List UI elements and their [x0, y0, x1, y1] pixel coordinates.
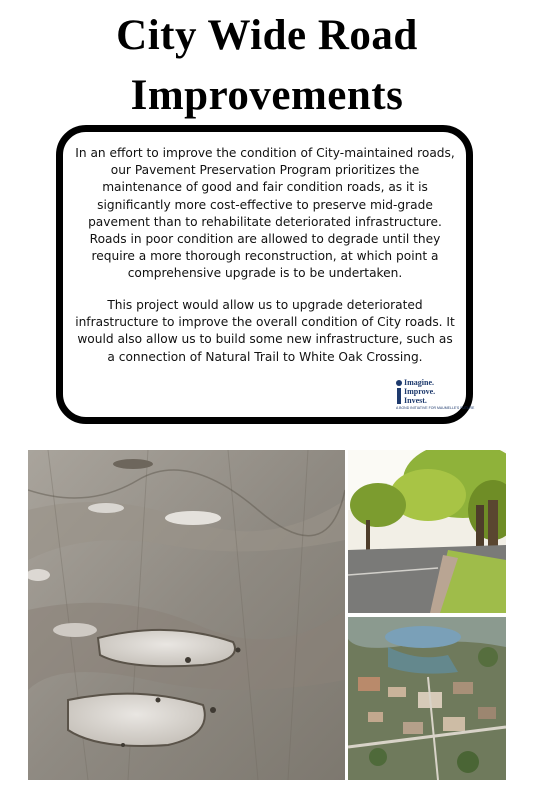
aerial-city-photo — [348, 617, 506, 780]
tree-lined-street-photo — [348, 450, 506, 613]
pothole-road-photo — [28, 450, 345, 780]
person-i-icon — [396, 380, 402, 404]
title-line-2: Improvements — [130, 72, 404, 119]
logo-line-improve: Improve. — [404, 387, 436, 396]
info-card — [56, 125, 473, 424]
intro-paragraph: In an effort to improve the condition of City-maintained roads, our Pavement Preservation Program prioritizes the maintenance of good and fair condition roads, as it is significantly more cost-effective to preserve mid-grade pavement than to rehabilitate deteriorated infrastructure. Roads in poor condition are allowed to degrade until they require a more thorough reconstruction, at which point a comprehensive upgrade is to be undertaken. — [75, 146, 455, 281]
title-line-1: City Wide Road — [116, 12, 418, 59]
bond-initiative-logo — [396, 378, 475, 414]
logo-tagline: A BOND INITIATIVE FOR MAUMELLE'S FUTURE — [396, 406, 475, 410]
logo-line-invest: Invest. — [404, 396, 427, 405]
page-title — [0, 6, 534, 126]
project-paragraph: This project would allow us to upgrade deteriorated infrastructure to improve the overall condition of City roads. It would also allow us to build some new infrastructure, such as a connection of Natural Trail to White Oak Crossing. — [75, 298, 455, 364]
logo-line-imagine: Imagine. — [404, 378, 434, 387]
